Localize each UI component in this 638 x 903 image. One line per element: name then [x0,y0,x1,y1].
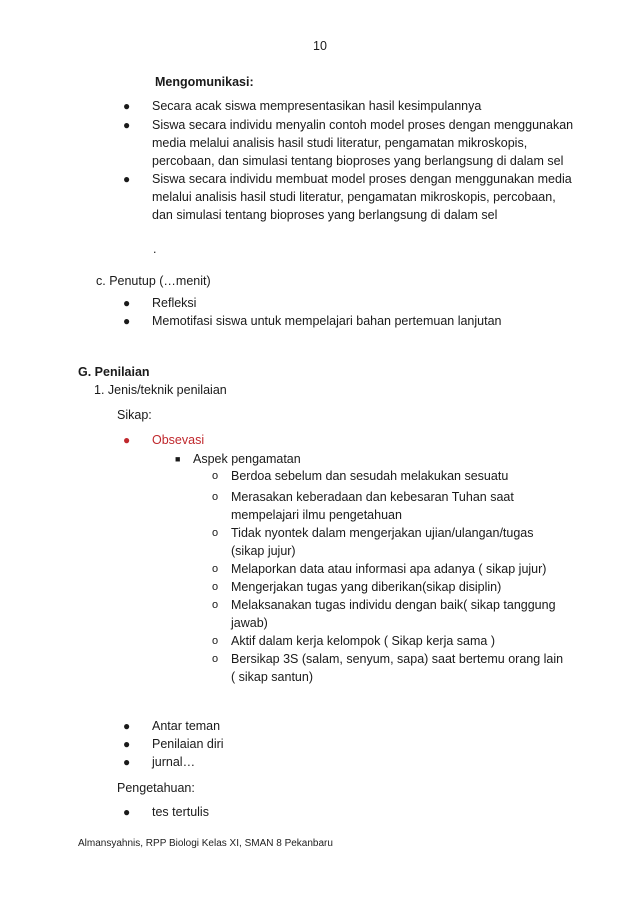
bullet-icon: ● [123,99,131,113]
bullet-icon: ● [123,755,131,769]
penilaian-heading: G. Penilaian [78,365,150,379]
circle-bullet-icon: o [212,599,219,611]
list-item-line: percobaan, dan simulasi tentang bioproses yang berlangsung di dalam sel [152,154,564,168]
page-number: 10 [313,39,327,53]
list-item: jurnal… [152,755,196,769]
list-item-line: media melalui analisis hasil studi literatur, pengamatan mikroskopis, [152,136,528,150]
list-item-line: Siswa secara individu membuat model proses dengan menggunakan media [152,172,572,186]
aspek-item-cont: ( sikap santun) [231,670,313,684]
bullet-icon: ● [123,805,131,819]
aspek-item: Tidak nyontek dalam mengerjakan ujian/ulangan/tugas [231,526,534,540]
square-bullet-icon: ■ [175,454,181,464]
bullet-icon: ● [123,433,131,447]
circle-bullet-icon: o [212,491,219,503]
bullet-icon: ● [123,314,131,328]
footer-text: Almansyahnis, RPP Biologi Kelas XI, SMAN 8 Pekanbaru [78,838,333,849]
aspek-item-cont: (sikap jujur) [231,544,296,558]
list-item-line: dan simulasi tentang bioproses yang berlangsung di dalam sel [152,208,498,222]
mengomunikasi-heading: Mengomunikasi: [155,75,254,89]
list-item: Antar teman [152,719,221,733]
bullet-icon: ● [123,118,131,132]
aspek-item-cont: mempelajari ilmu pengetahuan [231,508,402,522]
jenis-teknik-label: 1. Jenis/teknik penilaian [94,383,227,397]
bullet-icon: ● [123,172,131,186]
aspek-item: Aktif dalam kerja kelompok ( Sikap kerja sama ) [231,634,495,648]
aspek-label: Aspek pengamatan [193,452,301,466]
sikap-label: Sikap: [117,408,152,422]
list-item: Memotifasi siswa untuk mempelajari bahan pertemuan lanjutan [152,314,502,328]
aspek-item-cont: jawab) [231,616,268,630]
aspek-item: Berdoa sebelum dan sesudah melakukan sesuatu [231,469,509,483]
aspek-item: Mengerjakan tugas yang diberikan(sikap disiplin) [231,580,502,594]
aspek-item: Merasakan keberadaan dan kebesaran Tuhan saat [231,490,514,504]
circle-bullet-icon: o [212,527,219,539]
circle-bullet-icon: o [212,653,219,665]
bullet-icon: ● [123,296,131,310]
list-item-line: Siswa secara individu menyalin contoh model proses dengan menggunakan [152,118,574,132]
aspek-item: Melaksanakan tugas individu dengan baik( sikap tanggung [231,598,556,612]
list-item-line: melalui analisis hasil studi literatur, pengamatan mikroskopis, percobaan, [152,190,556,204]
obsevasi-label: Obsevasi [152,433,205,447]
list-item: tes tertulis [152,805,209,819]
penutup-label: c. Penutup (…menit) [96,274,211,288]
bullet-icon: ● [123,719,131,733]
circle-bullet-icon: o [212,581,219,593]
circle-bullet-icon: o [212,563,219,575]
bullet-icon: ● [123,737,131,751]
circle-bullet-icon: o [212,635,219,647]
stray-dot: . [153,242,157,256]
list-item: Secara acak siswa mempresentasikan hasil kesimpulannya [152,99,482,113]
list-item: Penilaian diri [152,737,224,751]
list-item: Refleksi [152,296,197,310]
pengetahuan-label: Pengetahuan: [117,781,195,795]
aspek-item: Bersikap 3S (salam, senyum, sapa) saat bertemu orang lain [231,652,564,666]
circle-bullet-icon: o [212,470,219,482]
aspek-item: Melaporkan data atau informasi apa adanya ( sikap jujur) [231,562,547,576]
